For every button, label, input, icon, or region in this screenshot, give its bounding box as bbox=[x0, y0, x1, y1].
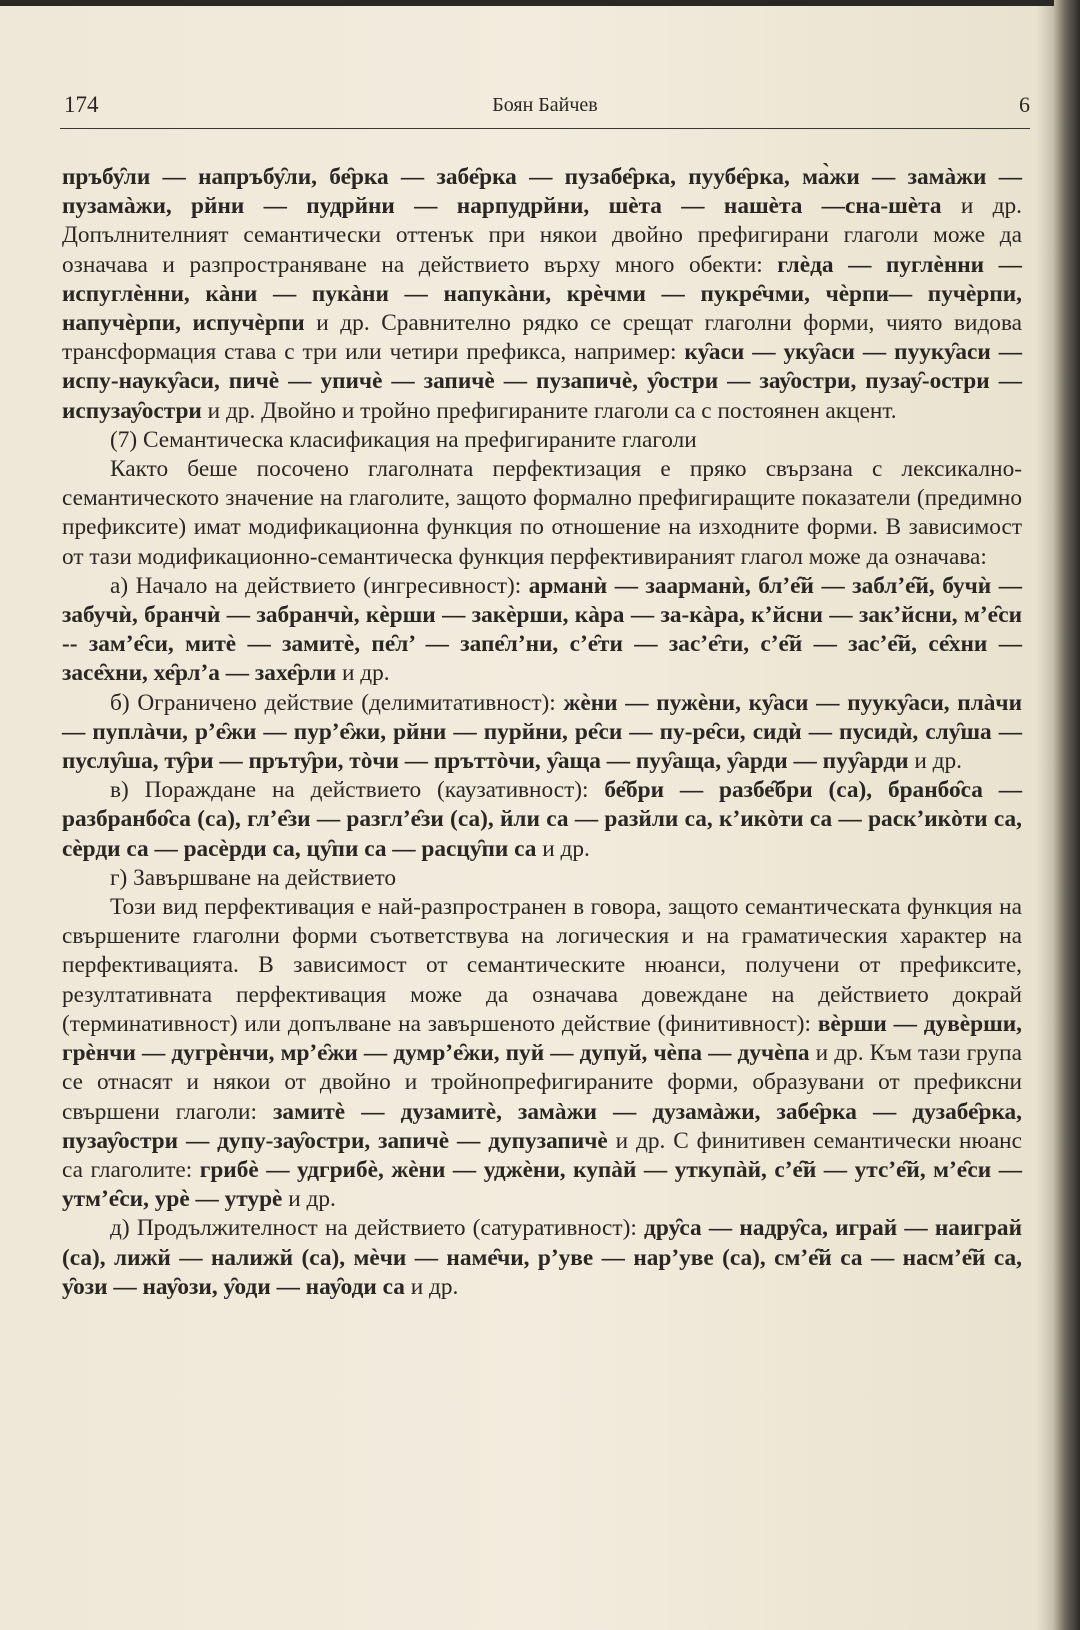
running-title: Боян Байчев bbox=[492, 94, 598, 116]
text-run: и др. bbox=[404, 1273, 459, 1300]
dialect-example: вѐрши — дувѐрши, грѐнчи — дугрѐнчи, мр’е̑жи — думр’е̑жи, пуй — дупуй, чѐпа — дучѐпа bbox=[62, 1010, 1022, 1067]
text-run: и др. bbox=[282, 1186, 336, 1213]
text-run: Този вид перфективация е най-разпространен в говора, защото семантическата функция на свършените глаголни форми съответствува на логическия и на граматическия характер на перфективацията. В зависимост от семантическите нюанси, получени от префиксите, резултативната перфективация може да означава довеждане на действието докрай (терминативност) или допълване на завършеното действие (финитивност): bbox=[62, 894, 1022, 1037]
dialect-example: ку̑аси — уку̑аси — пууку̑аси — испу-науку̑аси, пичѐ — упичѐ — запичѐ — пузапичѐ, у̑остри — зау̑остри, пузау̑-остри — испузау̑остри bbox=[62, 339, 1023, 424]
paragraph bbox=[62, 1214, 1022, 1302]
scan-top-edge bbox=[0, 0, 1080, 6]
text-run: и др. bbox=[536, 835, 590, 862]
paragraph bbox=[62, 455, 1022, 572]
paragraph bbox=[62, 163, 1022, 426]
paragraph bbox=[62, 689, 1022, 777]
text-run: и др. Към тази група се отнасят и някои от двойно и тройнопрефигираните форми, образувани от префиксни свършени глаголи: bbox=[62, 1040, 1022, 1125]
paragraph bbox=[62, 776, 1022, 864]
header-rule bbox=[60, 128, 1030, 129]
dialect-example: бе̑бри — разбе̑бри (са), бранбо̑са — разбранбо̑са (са), гл’е̑зи — разгл’е̑зи (са), йли са — разйли са, к’икòти са — раск’икòти са, сѐрди са — расѐрди са, цу̑пи са — расцу̑пи са bbox=[62, 777, 1023, 862]
text-run: и др. Допълнителният семантически оттенък при някои двойно префигирани глаголи може да означава и разпространяване на действието върху много обекти: bbox=[62, 193, 1022, 278]
dialect-example: глѐда — пуглѐнни — испуглѐнни, кàни — пукàни — напукàни, крѐчми — пукре̑чми, чѐрпи— пучѐрпи, напучѐрпи, испучѐрпи bbox=[62, 251, 1022, 337]
book-spine-shadow bbox=[1054, 0, 1080, 1630]
dialect-example: замитѐ — дузамитѐ, замàжи — дузамàжи, забе̑рка — дузабе̑рка, пузау̑остри — дупу-зау̑остри, запичѐ — дупузапичѐ bbox=[62, 1098, 1022, 1154]
paragraph bbox=[62, 572, 1022, 689]
paragraph bbox=[62, 893, 1022, 1214]
text-run: Както беше посочено глаголната перфектизация е пряко свързана с лексикално-семантическото значение на глаголите, защото формално префигиращите показатели (предимно префиксите) имат модификационна функция по отношение на изходните форми. В зависимост от тази модификационно-семантическа функция перфективираният глагол може да означава: bbox=[62, 456, 1022, 570]
paragraph bbox=[62, 864, 1022, 893]
text-run: и др. bbox=[336, 660, 390, 687]
page-number: 174 bbox=[64, 92, 99, 117]
text-run: а) Начало на действието (ингресивност): bbox=[110, 572, 529, 599]
dialect-example: арманѝ — заарманѝ, бл’е̑й — забл’е̑й, бучѝ — забучѝ, бранчѝ — забранчѝ, кѐрши — закѐрши, кàра — за-кàра, к’йсни — зак’йсни, м’е̑си -- зам’е̑си, митѐ — замитѐ, пе̑л’ — запе̑л’ни, с’е̑ти — зас’е̑ти, с’е̑й — зас’е̑й, се̑хни — засе̑хни, хе̑рл’а — захе̑рли bbox=[62, 572, 1022, 687]
dialect-example: пръбу̑ли — напръбу̑ли, бе̑рка — забе̑рка — пузабе̑рка, пуубе̑рка, ма̀жи — замàжи — пузамàжи, рйни — пудрйни — нарпудрйни, шèта — нашèта —сна-шèта bbox=[62, 164, 1022, 220]
body-text bbox=[62, 163, 1022, 1302]
text-run: и др. С финитивен семантически нюанс са глаголите: bbox=[62, 1127, 1022, 1183]
section-number: 6 bbox=[1019, 92, 1030, 117]
running-header bbox=[60, 92, 1030, 124]
text-run: г) Завършване на действието bbox=[110, 864, 397, 891]
dialect-example: жѐни — пужѐни, ку̑аси — пууку̑аси, плàчи — пуплàчи, р’е̑жи — пур’е̑жи, рйни — пурйни, ре̑си — пу-ре̑си, сидѝ — пусидѝ, слу̑ша — пуслу̑ша, ту̑ри — пръту̑ри, тòчи — пръттòчи, у̑аща — пуу̑аща, у̑арди — пуу̑арди bbox=[62, 689, 1022, 775]
text-run: и др. Двойно и тройно префигираните глаголи са с постоянен акцент. bbox=[201, 397, 897, 424]
text-run: и др. bbox=[908, 748, 963, 775]
dialect-example: дру̑са — надру̑са, играй — наиграй (са), лижй — налижй (са), мѐчи — наме̑чи, р’уве — нар’уве (са), см’е̑й са — насм’е̑й са, у̑ози — нау̑ози, у̑оди — нау̑оди са bbox=[62, 1215, 1022, 1300]
text-run: в) Пораждане на действието (каузативност): bbox=[110, 777, 605, 804]
text-run: б) Ограничено действие (делимитативност): bbox=[110, 689, 564, 716]
text-run: (7) Семантическа класификация на префигираните глаголи bbox=[110, 426, 697, 453]
dialect-example: грибѐ — удгрибѐ, жѐни — уджѐни, купàй — уткупàй, с’е̑й — утс’е̑й, м’е̑си — утм’е̑си, урѐ — утурѐ bbox=[62, 1156, 1022, 1213]
text-run: д) Продължителност на действието (сатуративност): bbox=[110, 1215, 645, 1242]
text-run: и др. Сравнително рядко се срещат глаголни форми, чиято видова трансформация става с три или четири префикса, например: bbox=[62, 310, 1022, 366]
paragraph bbox=[62, 426, 1022, 455]
